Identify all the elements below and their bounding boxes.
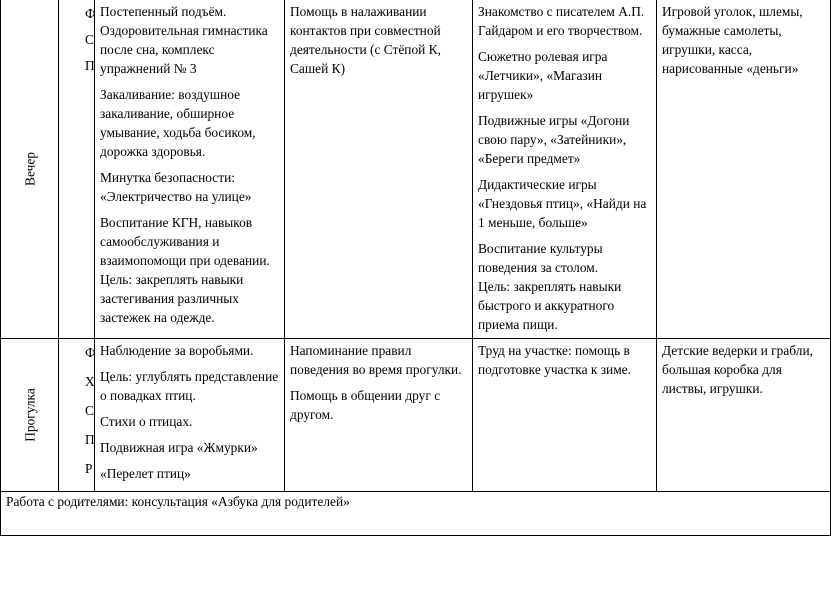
walk-col4-cell	[657, 339, 831, 492]
paragraph: Помощь в налаживании контактов при совместной деятельности (с Стёпой К, Сашей К)	[290, 4, 441, 76]
paragraph: Подвижные игры «Догони свою пару», «Затейники», «Береги предмет»	[478, 113, 630, 166]
walk-letters-cell	[59, 339, 95, 492]
paragraph: Наблюдение за воробьями.	[100, 343, 254, 358]
paragraph: Цель: закреплять навыки быстрого и аккуратного приема пищи.	[478, 279, 622, 332]
parents-row	[1, 492, 831, 536]
paragraph: Игровой уголок, шлемы, бумажные самолеты, игрушки, касса, нарисованные «деньги»	[662, 4, 803, 76]
paragraph: Закаливание: воздушное закаливание, обширное умывание, ходьба босиком, дорожка здоровья.	[100, 87, 256, 159]
parents-text: Работа с родителями: консультация «Азбука для родителей»	[6, 494, 350, 509]
letter: С	[85, 32, 94, 47]
paragraph: Помощь в общении друг с другом.	[290, 388, 441, 422]
paragraph: Постепенный подъём. Оздоровительная гимнастика после сна, комплекс упражнений № 3	[100, 4, 268, 76]
letter: П	[85, 432, 95, 447]
paragraph: «Перелет птиц»	[100, 466, 191, 481]
paragraph: Минутка безопасности: «Электричество на улице»	[100, 170, 252, 204]
paragraph: Детские ведерки и грабли, большая коробка для листвы, игрушки.	[662, 343, 813, 396]
paragraph: Дидактические игры «Гнездовья птиц», «Найди на 1 меньше, больше»	[478, 177, 647, 230]
paragraph: Знакомство с писателем А.П. Гайдаром и его творчеством.	[478, 4, 645, 38]
paragraph: Труд на участке: помощь в подготовке участка к зиме.	[478, 343, 631, 377]
paragraph: Сюжетно ролевая игра «Летчики», «Магазин игрушек»	[478, 49, 608, 102]
walk-col1-cell	[95, 339, 285, 492]
paragraph: Воспитание культуры поведения за столом.	[478, 241, 603, 275]
evening-col4-cell	[657, 0, 831, 339]
letter: Х	[85, 374, 95, 389]
letter: П	[85, 58, 95, 73]
evening-letters-cell	[59, 0, 95, 339]
parents-cell	[1, 492, 831, 536]
paragraph: Напоминание правил поведения во время прогулки.	[290, 343, 462, 377]
evening-col3-cell	[473, 0, 657, 339]
paragraph: Стихи о птицах.	[100, 414, 193, 429]
evening-row	[1, 0, 831, 339]
letter: Ф	[85, 6, 96, 21]
letter: С	[85, 403, 94, 418]
evening-col1-cell	[95, 0, 285, 339]
letter: Ф	[85, 345, 96, 360]
walk-col3-cell	[473, 339, 657, 492]
letter: Р	[85, 461, 93, 476]
paragraph: Цель: углублять представление о повадках птиц.	[100, 369, 279, 403]
evening-label-cell	[1, 0, 59, 339]
walk-label: Прогулка	[22, 388, 37, 442]
walk-label-cell	[1, 339, 59, 492]
walk-col2-cell	[285, 339, 473, 492]
evening-label: Вечер	[22, 152, 37, 186]
walk-row	[1, 339, 831, 492]
paragraph: Воспитание КГН, навыков самообслуживания и взаимопомощи при одевании. Цель: закреплять навыки застегивания различных застежек на одежде.	[100, 215, 270, 325]
evening-col2-cell	[285, 0, 473, 339]
paragraph: Подвижная игра «Жмурки»	[100, 440, 258, 455]
